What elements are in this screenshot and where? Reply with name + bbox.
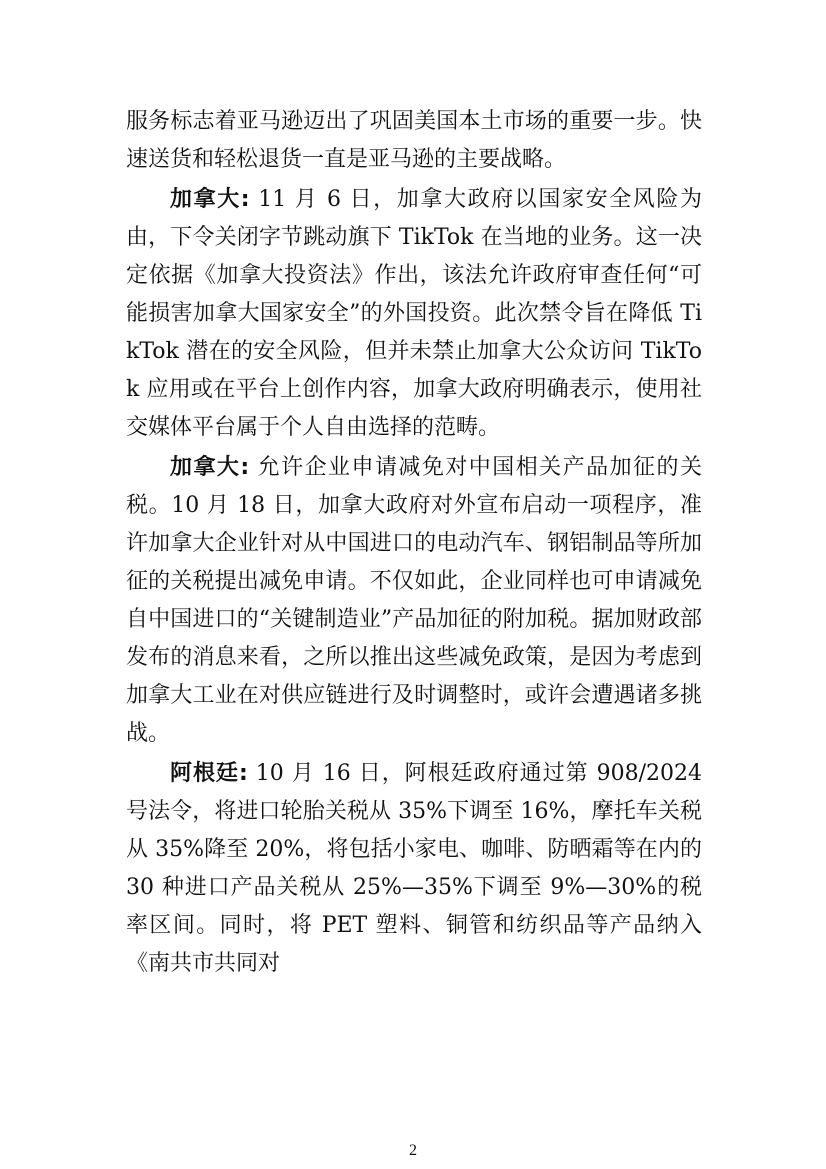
page-number: 2 xyxy=(409,1142,417,1159)
paragraph-text: 11 月 6 日，加拿大政府以国家安全风险为由，下令关闭字节跳动旗下 TikTok 在当地的业务。这一决定依据《加拿大投资法》作出，该法允许政府审查任何“可能损害加拿大国家安全”的外国投资。此次禁令旨在降低 TikTok 潜在的安全风险，但并未禁止加拿大公众访问 TikTok 应用或在平台上创作内容，加拿大政府明确表示，使用社交媒体平台属于个人自由选择的范畴。 xyxy=(126,187,702,440)
paragraph-text: 10 月 16 日，阿根廷政府通过第 908/2024 号法令，将进口轮胎关税从 35%下调至 16%，摩托车关税从 35%降至 20%，将包括小家电、咖啡、防晒霜等在内的 30 种进口产品关税从 25%—35%下调至 9%—30%的税率区间。同时，将 PET 塑料、铜管和纺织品等产品纳入《南共市共同对 xyxy=(126,761,702,976)
paragraph-argentina xyxy=(126,755,702,983)
paragraph-text: 服务标志着亚马逊迈出了巩固美国本土市场的重要一步。快速送货和轻松退货一直是亚马逊的主要战略。 xyxy=(126,109,702,172)
document-body xyxy=(126,103,702,985)
paragraph-canada-tariff xyxy=(126,449,702,753)
paragraph-lead: 加拿大: xyxy=(170,455,250,480)
paragraph-lead: 加拿大: xyxy=(170,187,250,212)
paragraph-amazon-continuation xyxy=(126,103,702,179)
paragraph-canada-tiktok xyxy=(126,181,702,447)
paragraph-lead: 阿根廷: xyxy=(170,761,248,786)
paragraph-text: 允许企业申请减免对中国相关产品加征的关税。10 月 18 日，加拿大政府对外宣布启动一项程序，准许加拿大企业针对从中国进口的电动汽车、钢铝制品等所加征的关税提出减免申请。不仅如此，企业同样也可申请减免自中国进口的“关键制造业”产品加征的附加税。据加财政部发布的消息来看，之所以推出这些减免政策，是因为考虑到加拿大工业在对供应链进行及时调整时，或许会遭遇诸多挑战。 xyxy=(126,455,702,746)
